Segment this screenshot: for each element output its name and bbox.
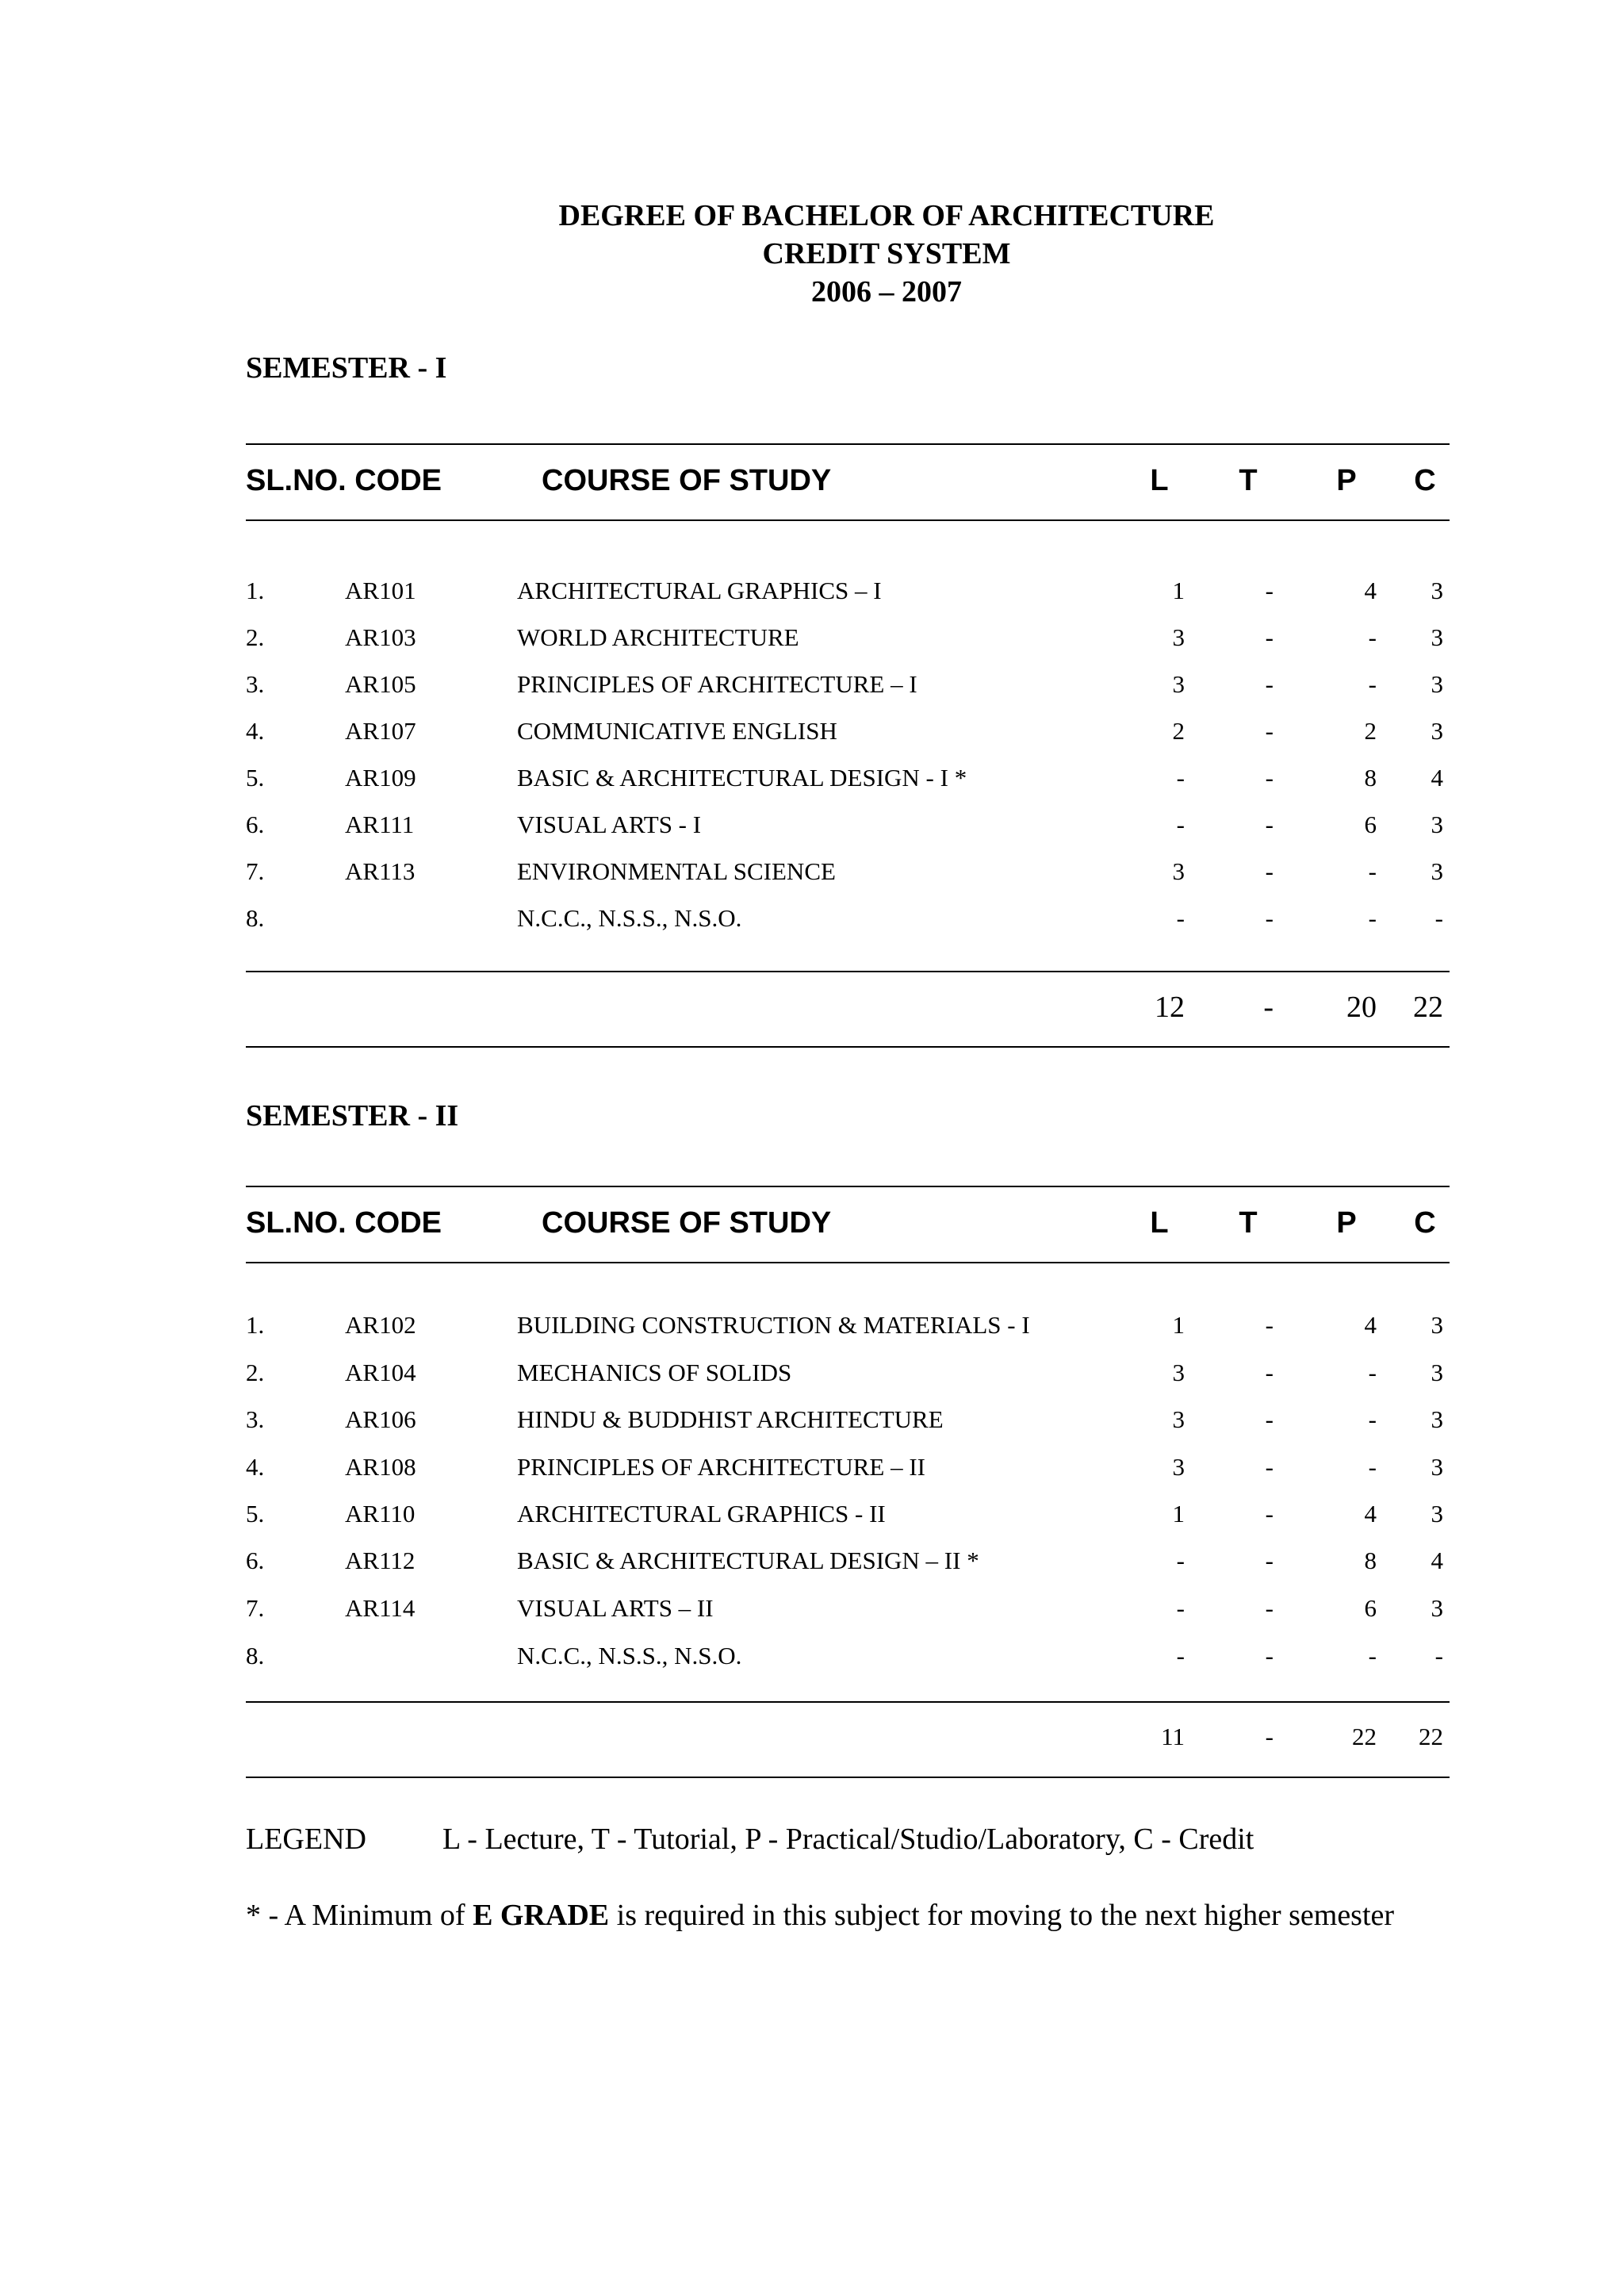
row-t: - [1265, 1547, 1274, 1574]
row-sl: 5. [246, 764, 265, 792]
semester-2-header-bottom-rule [246, 1262, 1450, 1263]
semester-2-totals-bottom-rule [246, 1777, 1450, 1778]
table-row [0, 809, 1624, 849]
row-p: - [1368, 1642, 1377, 1669]
semester-2-col-c: C [1414, 1206, 1436, 1240]
row-l: 3 [1172, 857, 1185, 885]
row-code: AR103 [345, 623, 416, 651]
row-p: 8 [1364, 764, 1377, 792]
semester-1-heading: SEMESTER - I [246, 351, 447, 385]
semester-2-header-top-rule [246, 1186, 1450, 1187]
row-sl: 3. [246, 1405, 265, 1433]
table-row [0, 1545, 1624, 1585]
row-c: 3 [1431, 1500, 1443, 1527]
row-course: PRINCIPLES OF ARCHITECTURE – II [517, 1453, 925, 1481]
total-c: 22 [1419, 1723, 1443, 1750]
row-sl: 5. [246, 1500, 265, 1527]
row-c: - [1434, 904, 1443, 932]
grade-note-prefix: * - A Minimum of [246, 1899, 473, 1932]
row-code: AR104 [345, 1359, 416, 1386]
legend [246, 1821, 1515, 1857]
row-p: - [1368, 857, 1377, 885]
semester-2-heading: SEMESTER - II [246, 1099, 459, 1133]
row-c: 3 [1431, 1311, 1443, 1339]
row-p: - [1368, 1405, 1377, 1433]
row-course: COMMUNICATIVE ENGLISH [517, 717, 837, 745]
row-course: N.C.C., N.S.S., N.S.O. [517, 904, 742, 932]
table-row [0, 1640, 1624, 1680]
row-p: 2 [1364, 717, 1377, 745]
total-l: 12 [1155, 991, 1185, 1024]
row-t: - [1265, 764, 1274, 792]
table-row [0, 622, 1624, 661]
row-l: 3 [1172, 1453, 1185, 1481]
row-t: - [1265, 670, 1274, 698]
table-row [0, 1593, 1624, 1632]
row-c: 3 [1431, 1453, 1443, 1481]
title-credit-system: CREDIT SYSTEM [762, 237, 1011, 270]
row-sl: 2. [246, 623, 265, 651]
row-l: - [1176, 764, 1185, 792]
grade-note-suffix: is required in this subject for moving to the next higher semester [609, 1899, 1395, 1932]
row-c: 3 [1431, 577, 1443, 604]
table-row [0, 669, 1624, 708]
total-p: 22 [1352, 1723, 1377, 1750]
semester-1-col-slno-code: SL.NO. CODE [246, 464, 442, 497]
table-row [0, 1404, 1624, 1443]
row-t: - [1265, 1500, 1274, 1527]
row-c: 3 [1431, 670, 1443, 698]
row-course: ARCHITECTURAL GRAPHICS – I [517, 577, 882, 604]
semester-2-col-p: P [1336, 1206, 1357, 1240]
row-c: 3 [1431, 1405, 1443, 1433]
row-p: 8 [1364, 1547, 1377, 1574]
row-p: 4 [1364, 1311, 1377, 1339]
row-c: 4 [1431, 1547, 1443, 1574]
row-c: 3 [1431, 857, 1443, 885]
row-sl: 4. [246, 1453, 265, 1481]
row-p: - [1368, 1359, 1377, 1386]
table-row [0, 1498, 1624, 1538]
total-t: - [1265, 1723, 1274, 1750]
semester-1-col-c: C [1414, 464, 1436, 497]
row-course: VISUAL ARTS - I [517, 811, 702, 838]
row-sl: 7. [246, 1594, 265, 1622]
row-sl: 2. [246, 1359, 265, 1386]
semester-1-header-top-rule [246, 443, 1450, 445]
table-row [0, 903, 1624, 942]
row-p: 6 [1364, 1594, 1377, 1622]
semester-2-col-slno-code: SL.NO. CODE [246, 1206, 442, 1240]
row-t: - [1265, 904, 1274, 932]
row-course: WORLD ARCHITECTURE [517, 623, 799, 651]
row-t: - [1265, 857, 1274, 885]
table-row [0, 575, 1624, 615]
table-row [0, 1357, 1624, 1397]
row-course: BASIC & ARCHITECTURAL DESIGN – II * [517, 1547, 979, 1574]
row-l: 1 [1172, 577, 1185, 604]
total-p: 20 [1346, 991, 1377, 1024]
table-row [0, 1451, 1624, 1491]
title-degree: DEGREE OF BACHELOR OF ARCHITECTURE [558, 199, 1215, 232]
row-course: ARCHITECTURAL GRAPHICS - II [517, 1500, 886, 1527]
row-sl: 1. [246, 1311, 265, 1339]
row-c: 4 [1431, 764, 1443, 792]
row-code: AR113 [345, 857, 416, 885]
row-l: - [1176, 1642, 1185, 1669]
total-t: - [1263, 991, 1274, 1024]
row-course: MECHANICS OF SOLIDS [517, 1359, 792, 1386]
grade-note-emphasis: E GRADE [473, 1899, 610, 1932]
row-p: 6 [1364, 811, 1377, 838]
row-code: AR102 [345, 1311, 416, 1339]
row-sl: 1. [246, 577, 265, 604]
table-row [0, 856, 1624, 895]
semester-1-col-t: T [1239, 464, 1258, 497]
row-l: 3 [1172, 1359, 1185, 1386]
row-l: 3 [1172, 623, 1185, 651]
semester-1-totals-bottom-rule [246, 1046, 1450, 1048]
row-c: - [1434, 1642, 1443, 1669]
row-code: AR101 [345, 577, 416, 604]
row-c: 3 [1431, 1594, 1443, 1622]
row-code: AR108 [345, 1453, 416, 1481]
semester-1-col-l: L [1150, 464, 1169, 497]
semester-2-totals-row [0, 1721, 1624, 1761]
row-t: - [1265, 1642, 1274, 1669]
semester-2-col-course: COURSE OF STUDY [542, 1206, 832, 1240]
row-course: VISUAL ARTS – II [517, 1594, 714, 1622]
row-t: - [1265, 1594, 1274, 1622]
semester-1-col-course: COURSE OF STUDY [542, 464, 832, 497]
row-t: - [1265, 1453, 1274, 1481]
row-code: AR107 [345, 717, 416, 745]
table-row [0, 1309, 1624, 1349]
row-t: - [1265, 811, 1274, 838]
row-p: 4 [1364, 577, 1377, 604]
row-sl: 6. [246, 1547, 265, 1574]
table-row [0, 762, 1624, 802]
row-t: - [1265, 1359, 1274, 1386]
row-c: 3 [1431, 623, 1443, 651]
row-sl: 8. [246, 1642, 265, 1669]
row-t: - [1265, 623, 1274, 651]
row-p: - [1368, 1453, 1377, 1481]
row-code: AR106 [345, 1405, 416, 1433]
semester-2-col-l: L [1150, 1206, 1169, 1240]
row-l: - [1176, 811, 1185, 838]
row-course: N.C.C., N.S.S., N.S.O. [517, 1642, 742, 1669]
row-p: - [1368, 623, 1377, 651]
row-t: - [1265, 1405, 1274, 1433]
row-l: 1 [1172, 1500, 1185, 1527]
row-code: AR109 [345, 764, 416, 792]
semester-1-totals-row [0, 989, 1624, 1029]
semester-1-totals-top-rule [246, 971, 1450, 972]
row-course: HINDU & BUDDHIST ARCHITECTURE [517, 1405, 944, 1433]
row-sl: 4. [246, 717, 265, 745]
row-sl: 8. [246, 904, 265, 932]
row-course: BASIC & ARCHITECTURAL DESIGN - I * [517, 764, 967, 792]
row-l: 3 [1172, 1405, 1185, 1433]
legend-text: L - Lecture, T - Tutorial, P - Practical/Studio/Laboratory, C - Credit [442, 1823, 1254, 1856]
semester-1-col-p: P [1336, 464, 1357, 497]
row-l: - [1176, 1594, 1185, 1622]
row-l: - [1176, 904, 1185, 932]
row-code: AR112 [345, 1547, 416, 1574]
semester-2-col-t: T [1239, 1206, 1258, 1240]
row-l: 1 [1172, 1311, 1185, 1339]
row-p: - [1368, 670, 1377, 698]
row-code: AR110 [345, 1500, 416, 1527]
row-sl: 6. [246, 811, 265, 838]
semester-2-totals-top-rule [246, 1701, 1450, 1703]
table-row [0, 715, 1624, 755]
row-sl: 7. [246, 857, 265, 885]
row-t: - [1265, 1311, 1274, 1339]
row-p: 4 [1364, 1500, 1377, 1527]
row-course: BUILDING CONSTRUCTION & MATERIALS - I [517, 1311, 1030, 1339]
row-course: PRINCIPLES OF ARCHITECTURE – I [517, 670, 917, 698]
row-sl: 3. [246, 670, 265, 698]
row-l: - [1176, 1547, 1185, 1574]
row-code: AR105 [345, 670, 416, 698]
title-year: 2006 – 2007 [811, 275, 962, 309]
row-l: 3 [1172, 670, 1185, 698]
row-t: - [1265, 577, 1274, 604]
total-c: 22 [1413, 991, 1443, 1024]
row-code: AR111 [345, 811, 415, 838]
row-code: AR114 [345, 1594, 416, 1622]
row-l: 2 [1172, 717, 1185, 745]
row-course: ENVIRONMENTAL SCIENCE [517, 857, 836, 885]
row-t: - [1265, 717, 1274, 745]
total-l: 11 [1161, 1723, 1185, 1750]
legend-label: LEGEND [246, 1823, 366, 1856]
row-p: - [1368, 904, 1377, 932]
row-c: 3 [1431, 811, 1443, 838]
grade-note [246, 1897, 1394, 1934]
row-c: 3 [1431, 1359, 1443, 1386]
row-c: 3 [1431, 717, 1443, 745]
semester-1-header-bottom-rule [246, 519, 1450, 521]
